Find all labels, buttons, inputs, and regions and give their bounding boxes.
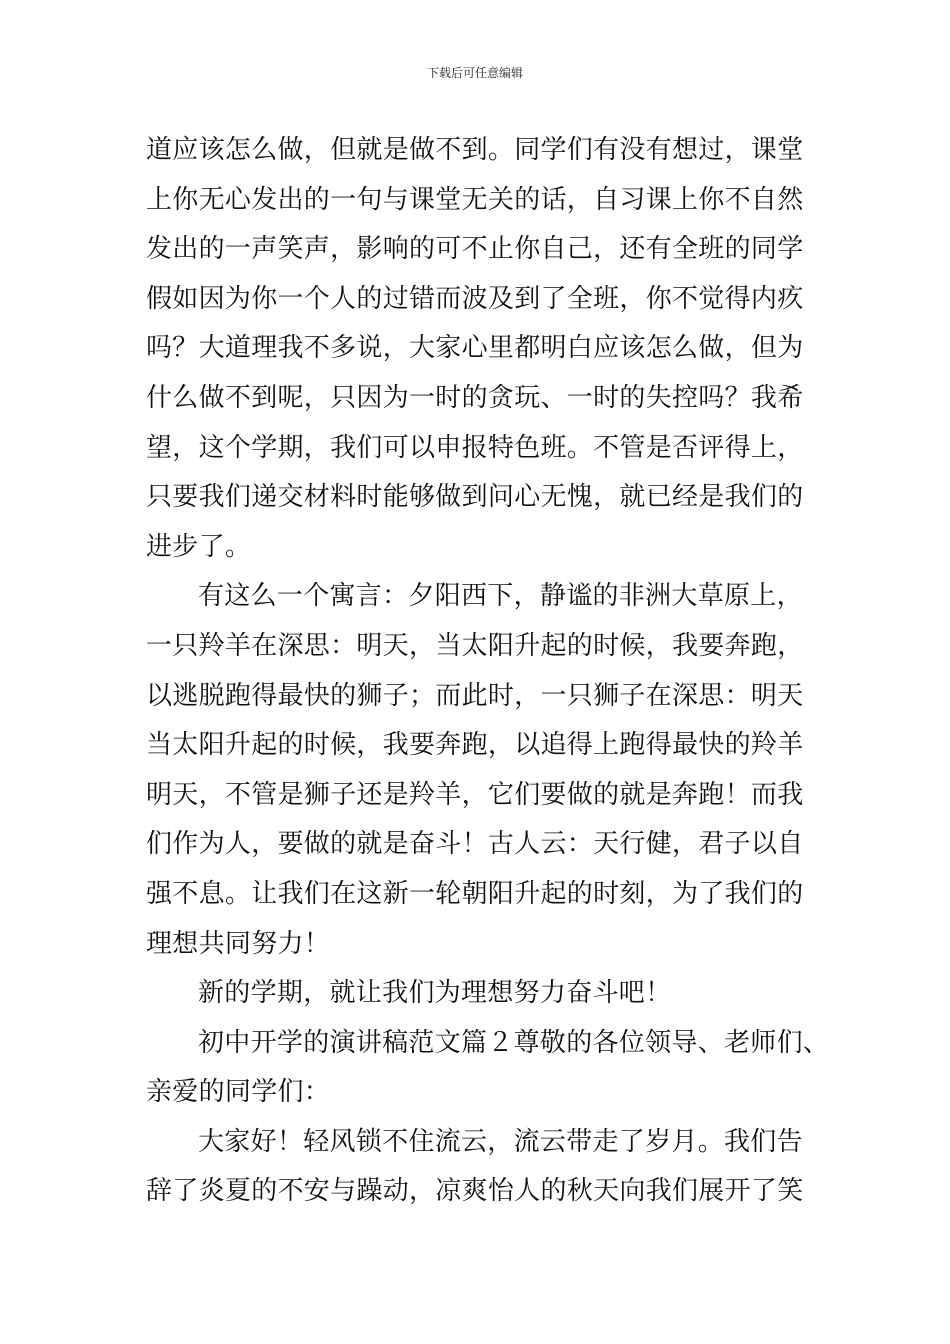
text-line: 只要我们递交材料时能够做到问心无愧，就已经是我们的 xyxy=(146,482,804,513)
text-line: 初中开学的演讲稿范文篇２尊敬的各位领导、老师们、 xyxy=(198,1027,830,1058)
text-line: 们作为人，要做的就是奋斗！古人云：天行健，君子以自 xyxy=(146,829,804,860)
text-line: 明天，不管是狮子还是羚羊，它们要做的就是奔跑！而我 xyxy=(146,779,804,810)
text-line: 发出的一声笑声，影响的可不止你自己，还有全班的同学 xyxy=(146,234,804,265)
paragraph xyxy=(146,969,808,1019)
text-line: 什么做不到呢，只因为一时的贪玩、一时的失控吗？我希 xyxy=(146,382,804,413)
text-line: 吗？大道理我不多说，大家心里都明白应该怎么做，但为 xyxy=(146,333,804,364)
text-line: 一只羚羊在深思：明天，当太阳升起的时候，我要奔跑， xyxy=(146,630,804,661)
text-line: 道应该怎么做，但就是做不到。同学们有没有想过，课堂 xyxy=(146,135,804,165)
text-line: 大家好！轻风锁不住流云，流云带走了岁月。我们告 xyxy=(198,1126,803,1157)
text-line: 理想共同努力！ xyxy=(146,928,331,959)
text-line: 亲爱的同学们： xyxy=(146,1077,331,1108)
text-line: 强不息。让我们在这新一轮朝阳升起的时刻，为了我们的 xyxy=(146,878,804,909)
text-line: 当太阳升起的时候，我要奔跑，以追得上跑得最快的羚羊 xyxy=(146,730,804,761)
text-line: 进步了。 xyxy=(146,531,252,562)
text-line: 有这么一个寓言：夕阳西下，静谧的非洲大草原上， xyxy=(198,581,803,612)
text-line: 上你无心发出的一句与课堂无关的话，自习课上你不自然 xyxy=(146,184,804,215)
text-line: 以逃脱跑得最快的狮子；而此时，一只狮子在深思：明天 xyxy=(146,680,804,711)
text-line: 辞了炎夏的不安与躁动，凉爽怡人的秋天向我们展开了笑 xyxy=(146,1176,804,1207)
document-body xyxy=(146,126,830,1217)
page-header: 下载后可任意编辑 xyxy=(426,66,523,80)
paragraph xyxy=(146,1118,808,1217)
paragraph xyxy=(146,126,808,572)
paragraph xyxy=(146,572,808,969)
paragraph xyxy=(146,1019,830,1118)
text-line: 望，这个学期，我们可以申报特色班。不管是否评得上， xyxy=(146,432,804,463)
text-line: 新的学期，就让我们为理想努力奋斗吧！ xyxy=(198,978,672,1009)
text-line: 假如因为你一个人的过错而波及到了全班，你不觉得内疚 xyxy=(146,283,804,314)
